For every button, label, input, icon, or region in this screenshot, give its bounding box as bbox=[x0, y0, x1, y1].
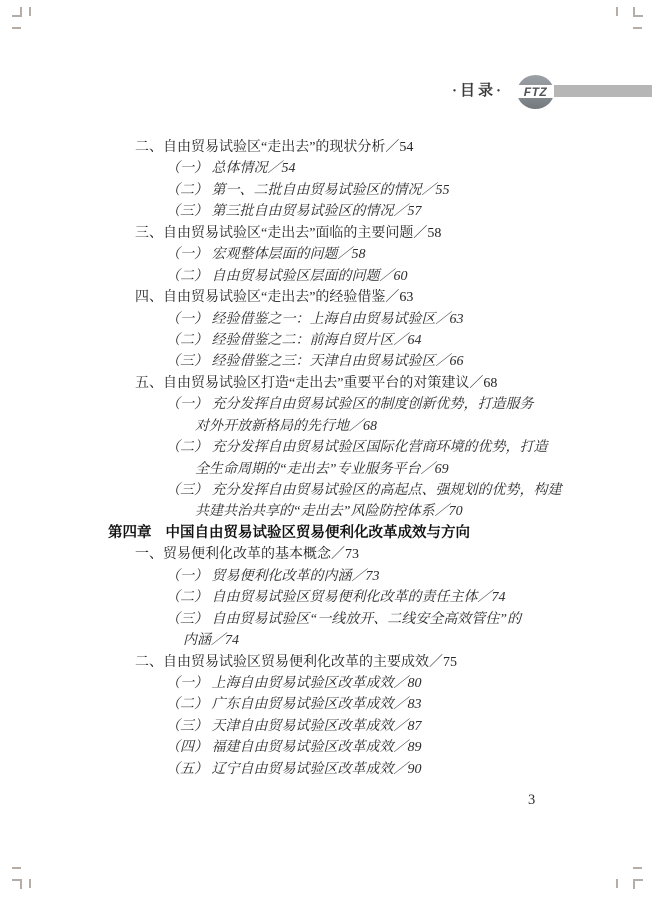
toc-entry: 一、贸易便利化改革的基本概念／73 bbox=[135, 547, 359, 563]
toc-entry: （一） 上海自由贸易试验区改革成效／80 bbox=[166, 675, 422, 691]
toc-entry: 对外开放新格局的先行地／68 bbox=[195, 418, 377, 434]
toc-entry: （二） 自由贸易试验区层面的问题／60 bbox=[166, 268, 408, 284]
toc-entry: 五、自由贸易试验区打造“走出去”重要平台的对策建议／68 bbox=[135, 375, 498, 391]
toc-entry: （一） 贸易便利化改革的内涵／73 bbox=[166, 568, 380, 584]
toc-entry: （五） 辽宁自由贸易试验区改革成效／90 bbox=[166, 761, 422, 777]
toc-entry: （四） 福建自由贸易试验区改革成效／89 bbox=[166, 740, 422, 756]
crop-mark bbox=[29, 7, 31, 16]
toc-entry: 四、自由贸易试验区“走出去”的经验借鉴／63 bbox=[135, 290, 414, 306]
toc-entry: （二） 自由贸易试验区贸易便利化改革的责任主体／74 bbox=[166, 590, 506, 606]
crop-mark bbox=[12, 879, 22, 889]
toc-entry: （三） 自由贸易试验区“一线放开、二线安全高效管住”的 bbox=[166, 611, 522, 627]
crop-mark bbox=[633, 27, 642, 29]
crop-mark bbox=[616, 7, 618, 16]
toc-entry: 全生命周期的“走出去”专业服务平台／69 bbox=[195, 461, 449, 477]
toc-list bbox=[0, 137, 655, 780]
page-header-title: ·目录· bbox=[452, 83, 505, 99]
header-decorative-bar bbox=[554, 85, 652, 97]
crop-mark bbox=[633, 7, 643, 17]
toc-entry: （三） 天津自由贸易试验区改革成效／87 bbox=[166, 718, 422, 734]
toc-entry: （三） 经验借鉴之三：天津自由贸易试验区／66 bbox=[166, 354, 464, 370]
toc-entry: 内涵／74 bbox=[183, 633, 239, 649]
ftz-logo-text: FTZ bbox=[515, 85, 556, 98]
crop-mark bbox=[12, 7, 22, 17]
toc-entry: （一） 充分发挥自由贸易试验区的制度创新优势，打造服务 bbox=[166, 397, 534, 413]
toc-entry: （二） 充分发挥自由贸易试验区国际化营商环境的优势，打造 bbox=[166, 440, 548, 456]
toc-entry: （二） 广东自由贸易试验区改革成效／83 bbox=[166, 697, 422, 713]
crop-mark bbox=[29, 879, 31, 888]
toc-entry: （三） 第三批自由贸易试验区的情况／57 bbox=[166, 204, 422, 220]
crop-mark bbox=[12, 867, 21, 869]
toc-chapter-entry bbox=[0, 523, 655, 544]
toc-entry: （三） 充分发挥自由贸易试验区的高起点、强规划的优势，构建 bbox=[166, 483, 562, 498]
toc-entry: （一） 宏观整体层面的问题／58 bbox=[166, 247, 366, 263]
crop-mark bbox=[12, 27, 21, 29]
toc-entry: 共建共治共享的“走出去”风险防控体系／70 bbox=[195, 504, 463, 520]
ftz-logo-icon bbox=[517, 75, 554, 109]
page-number: 3 bbox=[528, 792, 536, 808]
toc-entry: （一） 经验借鉴之一：上海自由贸易试验区／63 bbox=[166, 311, 464, 327]
toc-entry: （二） 第一、二批自由贸易试验区的情况／55 bbox=[166, 182, 450, 198]
toc-entry: 三、自由贸易试验区“走出去”面临的主要问题／58 bbox=[135, 225, 442, 241]
toc-entry: 二、自由贸易试验区贸易便利化改革的主要成效／75 bbox=[135, 654, 457, 670]
toc-entry: 二、自由贸易试验区“走出去”的现状分析／54 bbox=[135, 140, 414, 155]
crop-mark bbox=[633, 879, 643, 889]
crop-mark bbox=[633, 867, 642, 869]
crop-mark bbox=[616, 879, 618, 888]
chapter-title: 中国自由贸易试验区贸易便利化改革成效与方向 bbox=[165, 524, 470, 541]
chapter-label: 第四章 bbox=[108, 524, 152, 541]
toc-entry: （二） 经验借鉴之二：前海自贸片区／64 bbox=[166, 332, 422, 348]
toc-entry: （一） 总体情况／54 bbox=[166, 161, 296, 177]
